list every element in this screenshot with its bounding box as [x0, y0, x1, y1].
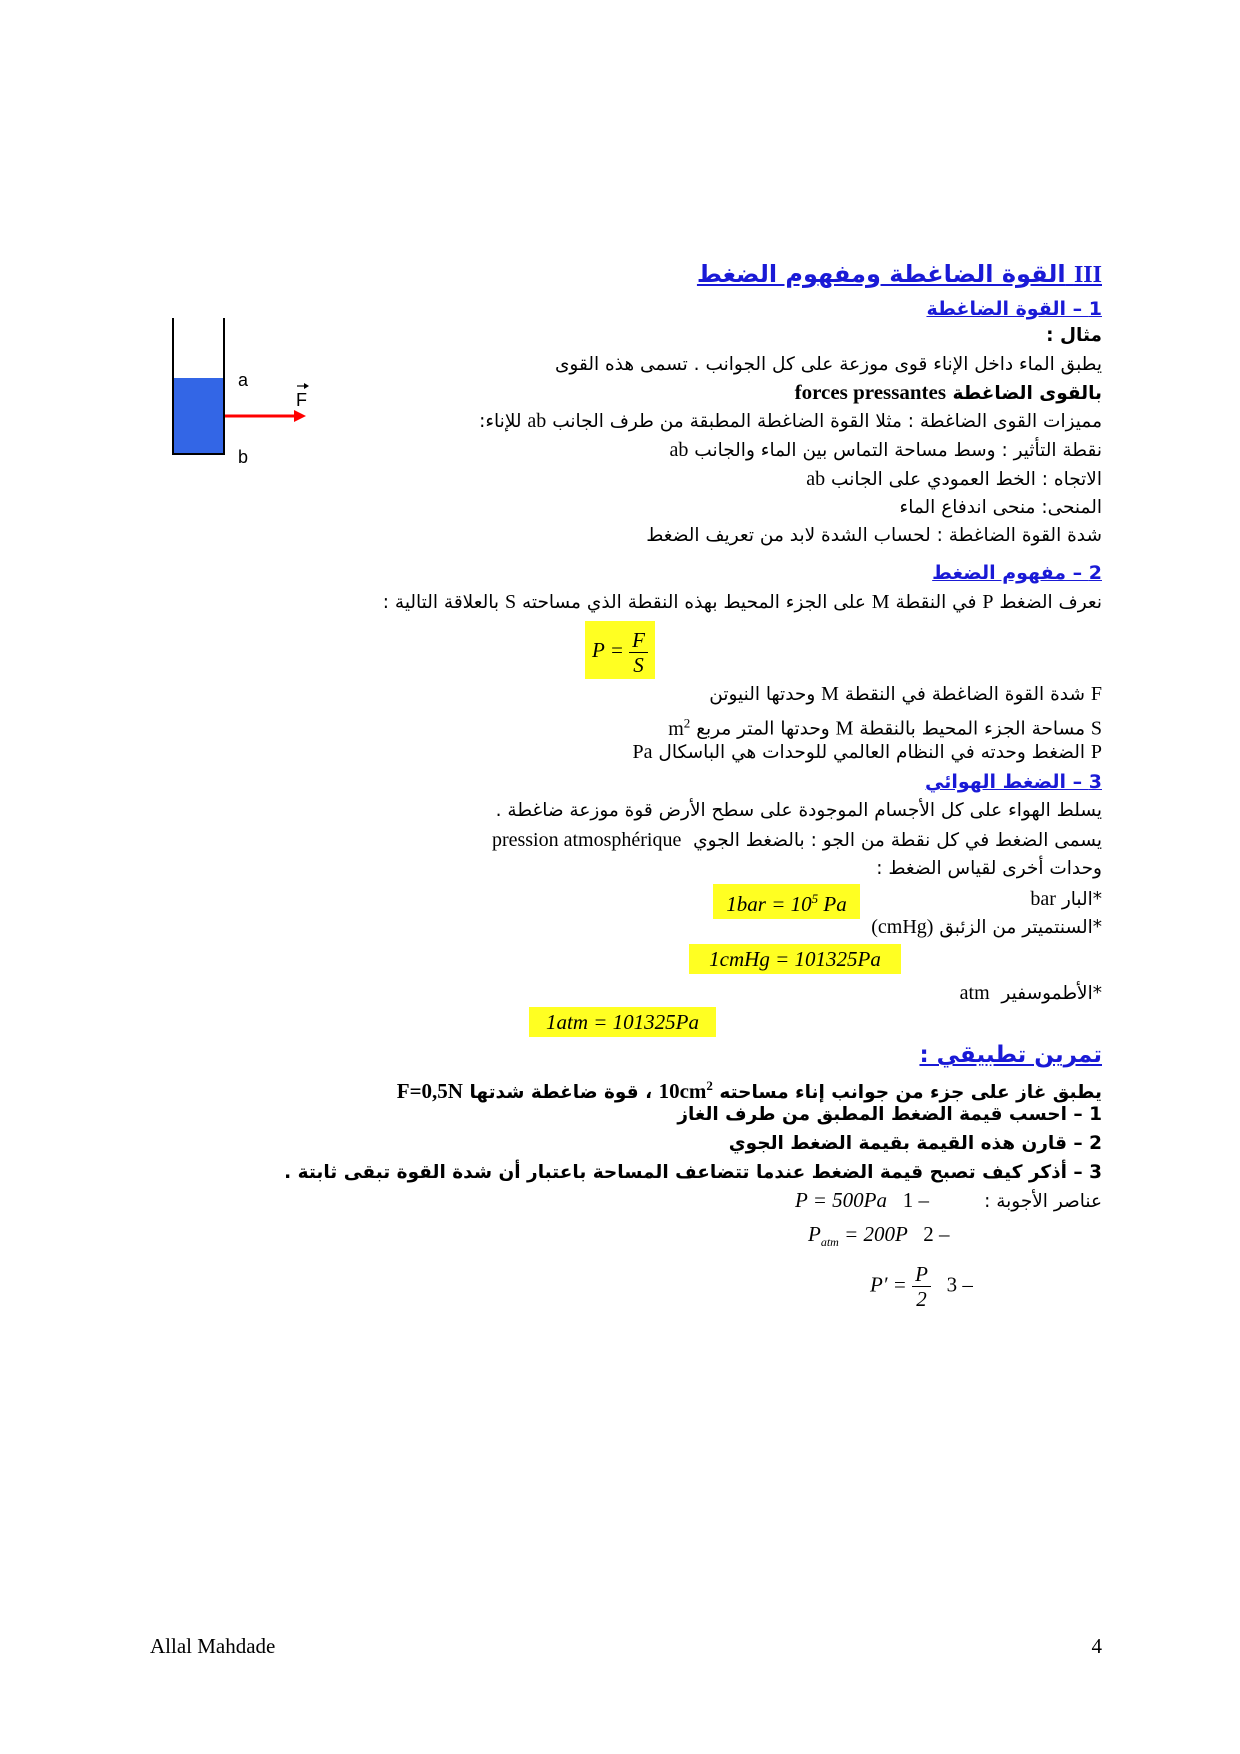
subsection-3-title: 3 – الضغط الهوائي: [925, 771, 1102, 793]
question-3: 3 – أذكر كيف تصبح قيمة الضغط عندما تتضاعف المساحة باعتبار أن شدة القوة تبقى ثابتة .: [284, 1162, 1102, 1183]
water: [173, 378, 224, 453]
s1-line-5-text: الاتجاه : الخط العمودي على الجانب: [831, 469, 1102, 490]
s1-line-3-a: مميزات القوى الضاغطة : مثلا القوة الضاغطة المطبقة من طرف الجانب: [552, 411, 1102, 432]
symbol-f: F: [1090, 683, 1102, 705]
pressure-definition: [383, 590, 1102, 615]
section-title: القوة الضاغطة ومفهوم الضغط: [696, 260, 1066, 288]
answer-3-fraction: [912, 1262, 931, 1311]
statement-area: $10cm^2$: [658, 1078, 713, 1103]
cmhg-label: [871, 915, 1102, 940]
s1-line-3-b: للإناء:: [479, 411, 522, 432]
s1-line-1: يطبق الماء داخل الإناء قوى موزعة على كل الجوانب . تسمى هذه القوى: [554, 354, 1102, 375]
label-a: a: [238, 370, 249, 390]
unit-m2: $m^2$: [668, 715, 691, 740]
answer-3-number: 3 –: [946, 1272, 973, 1297]
side-ab: ab: [806, 468, 826, 490]
atm-label: [960, 981, 1102, 1006]
cmhg-unit: (cmHg): [871, 916, 934, 938]
s1-line-5: [806, 467, 1102, 492]
answer-2-number: 2 –: [923, 1222, 950, 1246]
s1-line-7: شدة القوة الضاغطة : لحساب الشدة لابد من تعريف الضغط: [646, 525, 1102, 546]
formula-lhs: P =: [592, 638, 624, 662]
symbol-m: M: [821, 683, 839, 705]
s-definition: [668, 711, 1102, 742]
symbol-m: M: [871, 591, 890, 613]
answer-2: [808, 1222, 949, 1250]
exercise-statement: [397, 1074, 1102, 1105]
exercise-title: تمرين تطبيقي :: [919, 1042, 1102, 1068]
s3-line-2-ar: يسمى الضغط في كل نقطة من الجو : بالضغط الجوي: [693, 830, 1102, 851]
bar-label-ar: *البار: [1061, 889, 1102, 910]
question-1: 1 – احسب قيمة الضغط المطبق من طرف الغاز: [677, 1104, 1102, 1125]
answer-3-denominator: 2: [916, 1287, 927, 1311]
bar-formula-base: 1bar = 10: [726, 892, 812, 916]
symbol-s: S: [504, 591, 517, 613]
answer-3-lhs: P′ =: [870, 1272, 907, 1297]
p-definition: [633, 740, 1103, 765]
bar-formula: [713, 884, 860, 919]
force-vector-mark-head: [304, 383, 309, 389]
s1-line-4-text: نقطة التأثير : وسط مساحة التماس بين الماء والجانب: [694, 440, 1102, 461]
answer-2-lhs: P: [808, 1222, 821, 1246]
answer-2-rhs: = 200P: [838, 1222, 908, 1246]
statement-a: يطبق غاز على جزء من جوانب إناء مساحته: [719, 1082, 1102, 1103]
bar-formula-unit: Pa: [818, 892, 847, 916]
bar-label: [1030, 887, 1102, 912]
s1-line-2: [795, 380, 1102, 406]
s-line-b: وحدتها المتر مربع: [696, 718, 830, 740]
pressing-forces-ar: بالقوى الضاغطة: [952, 383, 1102, 404]
cmhg-formula: 1cmHg = 101325Pa: [689, 944, 901, 974]
def-c: على الجزء المحيط بهذه النقطة الذي مساحته: [521, 592, 866, 613]
s3-line-3: وحدات أخرى لقياس الضغط :: [876, 858, 1102, 879]
formula-numerator: F: [629, 628, 648, 653]
statement-b: ، قوة ضاغطة شدتها: [469, 1082, 653, 1103]
bar-unit: bar: [1030, 888, 1056, 910]
answer-2-subscript: atm: [820, 1235, 839, 1250]
answer-1: [795, 1188, 929, 1213]
answers-label: عناصر الأجوبة :: [984, 1191, 1102, 1212]
answer-3: [870, 1262, 973, 1311]
subsection-2-title: 2 – مفهوم الضغط: [932, 562, 1102, 584]
def-a: نعرف الضغط: [999, 592, 1102, 613]
s1-line-4: [670, 438, 1103, 463]
example-label: مثال :: [1046, 325, 1102, 346]
atmospheric-pressure-fr: pression atmosphérique: [491, 829, 682, 851]
section-heading: [697, 262, 1102, 287]
s3-line-2: [492, 828, 1102, 853]
cmhg-label-ar: *السنتميتر من الزئبق: [939, 917, 1102, 938]
label-b: b: [238, 447, 249, 467]
section-number: III: [1073, 262, 1102, 288]
symbol-s: S: [1090, 717, 1102, 740]
page-number: 4: [1091, 1634, 1102, 1658]
def-d: بالعلاقة التالية :: [382, 592, 500, 613]
f-line: شدة القوة الضاغطة في النقطة: [844, 684, 1085, 705]
s3-line-1: يسلط الهواء على كل الأجسام الموجودة على سطح الأرض قوة موزعة ضاغطة .: [495, 800, 1102, 821]
atm-label-ar: *الأطموسفير: [1001, 983, 1102, 1004]
subsection-1-title: 1 – القوة الضاغطة: [926, 298, 1102, 320]
symbol-p: P: [982, 591, 994, 613]
s-line: مساحة الجزء المحيط بالنقطة: [859, 718, 1085, 740]
question-2: 2 – قارن هذه القيمة بقيمة الضغط الجوي: [728, 1133, 1102, 1154]
formula-fraction: [629, 628, 648, 677]
def-b: في النقطة: [895, 592, 977, 613]
side-ab: ab: [527, 410, 547, 432]
answer-1-formula: P = 500Pa: [795, 1188, 887, 1212]
symbol-p: P: [1090, 741, 1102, 763]
atm-unit: atm: [959, 982, 990, 1004]
f-definition: [709, 682, 1102, 707]
side-ab: ab: [669, 439, 689, 461]
p-line: الضغط وحدته في النظام العالمي للوحدات هي الباسكال: [658, 742, 1085, 763]
container-figure: [160, 318, 320, 468]
f-line-b: وحدتها النيوتن: [709, 684, 816, 705]
symbol-m: M: [835, 717, 854, 740]
formula-denominator: S: [633, 652, 644, 677]
unit-pa: Pa: [632, 741, 653, 763]
answer-3-numerator: P: [912, 1262, 931, 1287]
s1-line-3: [479, 409, 1102, 434]
answer-1-number: 1 –: [902, 1188, 929, 1212]
statement-force: F=0,5N: [396, 1079, 463, 1103]
footer-author: Allal Mahdade: [150, 1634, 276, 1658]
pressure-formula: [585, 621, 655, 679]
s1-line-6: المنحى: منحى اندفاع الماء: [899, 497, 1102, 518]
atm-formula: 1atm = 101325Pa: [529, 1007, 716, 1037]
force-arrowhead: [294, 410, 306, 422]
pressing-forces-fr: forces pressantes: [794, 380, 947, 404]
bar-formula-exponent: 5: [811, 891, 819, 906]
force-label: F: [296, 390, 307, 410]
